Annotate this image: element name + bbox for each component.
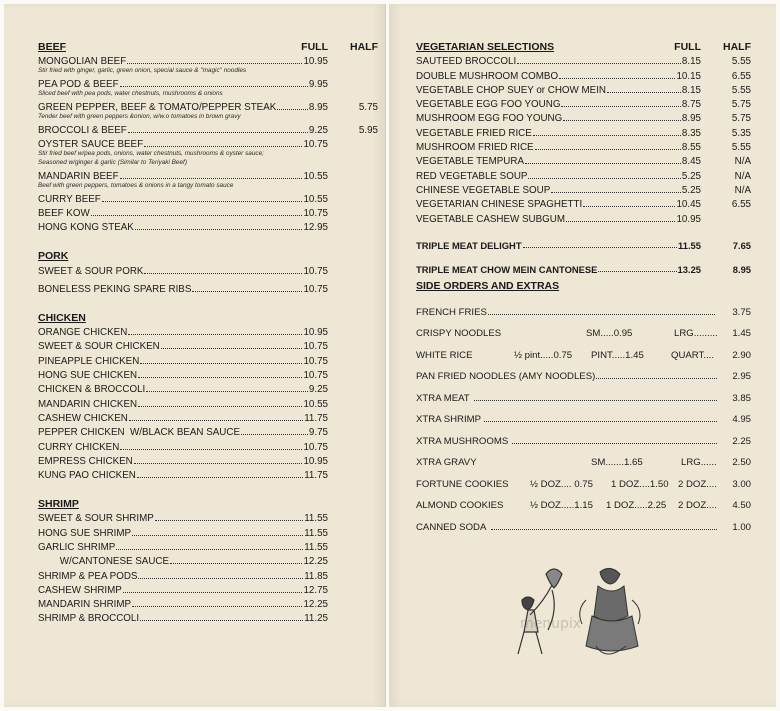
item-description: Stir fried with ginger, garlic, green onion, special sauce & "magic" noodles bbox=[38, 67, 247, 75]
dot-leader bbox=[116, 549, 303, 550]
side-option: SM.....0.95 bbox=[586, 328, 633, 340]
side-name: WHITE RICE bbox=[416, 349, 473, 361]
item-price-half: 6.55 bbox=[731, 199, 751, 211]
menu-item bbox=[416, 82, 751, 96]
item-name: VEGETABLE TEMPURA bbox=[416, 156, 524, 168]
item-price-half: N/A bbox=[734, 170, 751, 182]
menu-item bbox=[38, 610, 378, 624]
side-name: ALMOND COOKIES bbox=[416, 500, 504, 512]
side-row bbox=[416, 299, 751, 321]
dot-leader bbox=[140, 620, 303, 621]
side-row bbox=[416, 342, 751, 364]
item-price-full: 8.95 bbox=[681, 113, 701, 125]
side-name: CANNED SODA bbox=[416, 521, 487, 533]
item-price-full: 9.25 bbox=[308, 124, 328, 136]
item-price-full: 10.45 bbox=[676, 199, 701, 211]
item-name: SHRIMP & PEA PODS bbox=[38, 570, 138, 582]
dot-leader bbox=[551, 192, 681, 193]
item-price-full: 8.95 bbox=[308, 102, 328, 114]
dot-leader bbox=[144, 273, 302, 274]
side-option: SM.......1.65 bbox=[591, 457, 643, 469]
menu-item bbox=[416, 167, 751, 181]
item-price-full: 5.25 bbox=[681, 184, 701, 196]
menu-item bbox=[38, 324, 378, 338]
menu-item bbox=[38, 205, 378, 219]
menu-item bbox=[416, 139, 751, 153]
dot-leader bbox=[146, 391, 308, 392]
side-row bbox=[416, 364, 751, 386]
dancers-illustration bbox=[500, 560, 650, 670]
menu-item bbox=[416, 67, 751, 81]
item-price-full: 10.75 bbox=[303, 355, 328, 367]
side-row bbox=[416, 321, 751, 343]
item-name: MONGOLIAN BEEF bbox=[38, 56, 127, 68]
dot-leader bbox=[607, 92, 681, 93]
side-price: 3.75 bbox=[732, 306, 751, 318]
item-name: SHRIMP & BROCCOLI bbox=[38, 613, 140, 625]
item-price-full: 8.75 bbox=[681, 99, 701, 111]
side-price: 3.85 bbox=[732, 392, 751, 404]
menu-item bbox=[38, 424, 378, 438]
item-price-half: 5.95 bbox=[358, 124, 378, 136]
item-price-full: 11.55 bbox=[304, 527, 328, 539]
menu-item bbox=[38, 539, 378, 553]
item-price-full: 11.55 bbox=[304, 513, 328, 525]
dot-leader bbox=[155, 520, 303, 521]
menu-item bbox=[416, 110, 751, 124]
item-name: CURRY CHICKEN bbox=[38, 441, 120, 453]
item-price-full: 8.15 bbox=[681, 56, 701, 68]
dot-leader bbox=[563, 120, 681, 121]
item-price-full: 10.75 bbox=[303, 139, 328, 151]
side-price: 2.50 bbox=[732, 457, 751, 469]
shrimp-header bbox=[38, 497, 378, 510]
dot-leader bbox=[523, 247, 677, 248]
menu-item bbox=[38, 410, 378, 424]
dot-leader bbox=[129, 420, 303, 421]
beef-header bbox=[38, 40, 378, 53]
item-price-half: 5.55 bbox=[731, 142, 751, 154]
item-price-full: 10.55 bbox=[303, 193, 328, 205]
menu-item bbox=[38, 438, 378, 452]
item-name: HONG SUE SHRIMP bbox=[38, 527, 132, 539]
menu-item bbox=[38, 524, 378, 538]
item-price-full: 10.95 bbox=[303, 327, 328, 339]
vegetarian-header bbox=[416, 40, 751, 53]
item-price-full: 11.75 bbox=[304, 470, 328, 482]
item-name: DOUBLE MUSHROOM COMBO bbox=[416, 70, 559, 82]
item-price-full: 10.75 bbox=[303, 283, 328, 295]
side-row bbox=[416, 493, 751, 515]
item-name: TRIPLE MEAT DELIGHT bbox=[416, 239, 522, 251]
chicken-header bbox=[38, 311, 378, 324]
pork-title: PORK bbox=[38, 250, 69, 263]
menu-item bbox=[38, 582, 378, 596]
side-price: 2.95 bbox=[732, 371, 751, 383]
item-price-full: 11.55 bbox=[678, 239, 701, 251]
side-name: FRENCH FRIES bbox=[416, 306, 487, 318]
menu-item bbox=[416, 124, 751, 138]
dot-leader bbox=[241, 434, 308, 435]
menu-item bbox=[416, 96, 751, 110]
item-price-half: 5.55 bbox=[731, 84, 751, 96]
side-option: LRG...... bbox=[681, 457, 717, 469]
menu-item bbox=[416, 182, 751, 196]
item-price-full: 10.75 bbox=[303, 370, 328, 382]
item-name: KUNG PAO CHICKEN bbox=[38, 470, 136, 482]
dot-leader bbox=[135, 229, 303, 230]
menu-item bbox=[416, 261, 751, 275]
side-row bbox=[416, 385, 751, 407]
item-price-full: 13.25 bbox=[677, 264, 701, 276]
shrimp-title: SHRIMP bbox=[38, 498, 79, 511]
item-name: VEGETABLE CASHEW SUBGUM bbox=[416, 213, 565, 225]
menu-item bbox=[38, 395, 378, 409]
sides-header bbox=[416, 279, 751, 292]
item-description: Sliced beef with pea pods, water chestnuts, mushrooms & onions bbox=[38, 90, 223, 98]
menu-item bbox=[38, 53, 378, 67]
menu-item bbox=[416, 237, 751, 251]
dot-leader bbox=[559, 78, 675, 79]
item-name: CURRY BEEF bbox=[38, 193, 101, 205]
item-price-half: 5.75 bbox=[731, 113, 751, 125]
menu-item bbox=[38, 122, 378, 136]
item-name: TRIPLE MEAT CHOW MEIN CANTONESE bbox=[416, 264, 598, 276]
item-price-full: 10.75 bbox=[303, 341, 328, 353]
menu-item bbox=[416, 196, 751, 210]
item-name: ORANGE CHICKEN bbox=[38, 327, 128, 339]
sides-title: SIDE ORDERS AND EXTRAS bbox=[416, 280, 560, 293]
side-price: 2.25 bbox=[732, 435, 751, 447]
dot-leader bbox=[134, 463, 303, 464]
item-price-full: 10.75 bbox=[303, 207, 328, 219]
side-option: 2 DOZ.... bbox=[678, 500, 717, 512]
item-price-full: 12.25 bbox=[303, 556, 328, 568]
dot-leader bbox=[144, 146, 302, 147]
item-price-full: 8.55 bbox=[681, 142, 701, 154]
item-price-half: 5.55 bbox=[731, 56, 751, 68]
half-header: HALF bbox=[350, 41, 378, 53]
dot-leader bbox=[138, 377, 302, 378]
item-name: OYSTER SAUCE BEEF bbox=[38, 139, 144, 151]
dot-leader bbox=[277, 109, 308, 110]
side-name: XTRA SHRIMP bbox=[416, 414, 482, 426]
vegetarian-title: VEGETARIAN SELECTIONS bbox=[416, 41, 555, 53]
item-price-full: 5.25 bbox=[681, 170, 701, 182]
side-row bbox=[416, 471, 751, 493]
side-price: 4.95 bbox=[732, 414, 751, 426]
dot-leader bbox=[91, 215, 303, 216]
menu-item bbox=[38, 567, 378, 581]
item-name: GREEN PEPPER, BEEF & TOMATO/PEPPER STEAK bbox=[38, 102, 277, 114]
left-column bbox=[38, 40, 378, 624]
item-name: HONG KONG STEAK bbox=[38, 222, 134, 234]
side-row bbox=[416, 428, 751, 450]
beef-title: BEEF bbox=[38, 41, 67, 53]
menu-item bbox=[38, 381, 378, 395]
shrimp-list bbox=[38, 510, 378, 624]
item-price-half: 5.75 bbox=[358, 102, 378, 114]
menu-item bbox=[38, 190, 378, 204]
item-description: Beef with green peppers, tomatoes & onions in a tangy tomato sauce bbox=[38, 181, 234, 189]
item-name: GARLIC SHRIMP bbox=[38, 541, 116, 553]
item-price-half: N/A bbox=[734, 156, 751, 168]
item-price-half: N/A bbox=[734, 184, 751, 196]
item-price-full: 12.95 bbox=[303, 222, 328, 234]
item-price-half: 5.35 bbox=[731, 127, 751, 139]
right-column bbox=[416, 40, 751, 536]
dot-leader bbox=[127, 63, 302, 64]
item-price-full: 12.75 bbox=[303, 584, 328, 596]
dot-leader bbox=[517, 63, 681, 64]
menu-item bbox=[416, 210, 751, 224]
side-option: 1 DOZ.....2.25 bbox=[606, 500, 667, 512]
item-name: SWEET & SOUR CHICKEN bbox=[38, 341, 160, 353]
item-price-full: 8.45 bbox=[681, 156, 701, 168]
side-price: 2.90 bbox=[732, 349, 751, 361]
item-price-full: 9.75 bbox=[308, 427, 328, 439]
dot-leader bbox=[138, 406, 302, 407]
menu-item bbox=[38, 262, 378, 276]
specials-list bbox=[416, 237, 751, 276]
dot-leader bbox=[128, 132, 308, 133]
pork-header bbox=[38, 249, 378, 262]
full-header: FULL bbox=[674, 41, 701, 53]
side-option: ½ DOZ.... 0.75 bbox=[530, 478, 593, 490]
dot-leader bbox=[132, 535, 303, 536]
item-name: W/CANTONESE SAUCE bbox=[38, 556, 170, 568]
beef-list bbox=[38, 53, 378, 233]
item-name: VEGETABLE EGG FOO YOUNG bbox=[416, 99, 561, 111]
item-price-full: 9.25 bbox=[308, 384, 328, 396]
dot-leader bbox=[561, 106, 680, 107]
item-name: PEA POD & BEEF bbox=[38, 79, 119, 91]
item-name: EMPRESS CHICKEN bbox=[38, 455, 133, 467]
chicken-list bbox=[38, 324, 378, 481]
item-description: Stir fried beef w/pea pods, onions, water chestnuts, mushrooms & oyster sauce; bbox=[38, 150, 264, 158]
item-name: BROCCOLI & BEEF bbox=[38, 124, 127, 136]
item-name: SWEET & SOUR PORK bbox=[38, 265, 144, 277]
item-name: PEPPER CHICKEN W/BLACK BEAN SAUCE bbox=[38, 427, 240, 439]
menu-item bbox=[38, 281, 378, 295]
menu-item bbox=[38, 553, 378, 567]
dot-leader bbox=[120, 449, 302, 450]
dot-leader bbox=[170, 563, 302, 564]
item-name: CASHEW SHRIMP bbox=[38, 584, 122, 596]
menu-item bbox=[38, 219, 378, 233]
item-price-full: 8.15 bbox=[681, 84, 701, 96]
pork-list bbox=[38, 262, 378, 295]
side-name: XTRA MEAT bbox=[416, 392, 470, 404]
half-header: HALF bbox=[723, 41, 751, 53]
side-name: CRISPY NOODLES bbox=[416, 328, 502, 340]
item-name: VEGETABLE CHOP SUEY or CHOW MEIN bbox=[416, 84, 606, 96]
item-price-half: 6.55 bbox=[731, 70, 751, 82]
dot-leader bbox=[192, 291, 302, 292]
side-option: PINT.....1.45 bbox=[591, 349, 644, 361]
menu-item bbox=[38, 467, 378, 481]
item-name: CASHEW CHICKEN bbox=[38, 412, 128, 424]
item-name: SAUTEED BROCCOLI bbox=[416, 56, 517, 68]
menu-item bbox=[38, 167, 378, 181]
dot-leader bbox=[137, 477, 303, 478]
item-price-full: 11.75 bbox=[304, 412, 328, 424]
item-price-full: 10.15 bbox=[676, 70, 701, 82]
vegetarian-list bbox=[416, 53, 751, 225]
item-price-half: 5.75 bbox=[731, 99, 751, 111]
side-price: 1.00 bbox=[732, 521, 751, 533]
item-name: BONELESS PEKING SPARE RIBS bbox=[38, 283, 192, 295]
side-option: 2 DOZ.... bbox=[678, 478, 717, 490]
item-price-half: 7.65 bbox=[732, 239, 751, 251]
menu-item bbox=[416, 153, 751, 167]
side-name: XTRA GRAVY bbox=[416, 457, 477, 469]
menu-item bbox=[38, 596, 378, 610]
watermark-text: menupix bbox=[520, 616, 582, 632]
item-price-full: 8.35 bbox=[681, 127, 701, 139]
dot-leader bbox=[140, 363, 302, 364]
item-price-full: 10.75 bbox=[303, 441, 328, 453]
item-name: MANDARIN CHICKEN bbox=[38, 398, 138, 410]
side-option: QUART.... bbox=[671, 349, 715, 361]
side-name: FORTUNE COOKIES bbox=[416, 478, 509, 490]
item-price-full: 10.95 bbox=[303, 56, 328, 68]
item-price-full: 10.55 bbox=[303, 398, 328, 410]
side-price: 3.00 bbox=[732, 478, 751, 490]
item-name: RED VEGETABLE SOUP bbox=[416, 170, 528, 182]
item-name: SWEET & SOUR SHRIMP bbox=[38, 513, 154, 525]
item-name: MUSHROOM EGG FOO YOUNG bbox=[416, 113, 563, 125]
side-option: ½ DOZ.....1.15 bbox=[530, 500, 593, 512]
dot-leader bbox=[138, 578, 303, 579]
item-price-full: 10.95 bbox=[303, 455, 328, 467]
item-price-full: 10.75 bbox=[303, 265, 328, 277]
dot-leader bbox=[123, 592, 303, 593]
side-row bbox=[416, 514, 751, 536]
item-price-full: 11.55 bbox=[304, 541, 328, 553]
item-name: MANDARIN SHRIMP bbox=[38, 599, 132, 611]
side-price: 1.45 bbox=[732, 328, 751, 340]
item-name: BEEF KOW bbox=[38, 207, 90, 219]
dot-leader bbox=[583, 206, 675, 207]
menu-item bbox=[416, 53, 751, 67]
item-name: MANDARIN BEEF bbox=[38, 170, 119, 182]
item-name: HONG SUE CHICKEN bbox=[38, 370, 138, 382]
item-price-full: 12.25 bbox=[303, 599, 328, 611]
item-description: Tender beef with green peppers &onion, w/w.o tomatoes in brown gravy bbox=[38, 113, 241, 121]
side-option: LRG......... bbox=[674, 328, 718, 340]
dot-leader bbox=[598, 271, 676, 272]
side-option: ½ pint.....0.75 bbox=[514, 349, 573, 361]
item-price-half: 8.95 bbox=[732, 264, 751, 276]
menu-item bbox=[38, 367, 378, 381]
item-price-full: 10.95 bbox=[676, 213, 701, 225]
menu-item bbox=[38, 76, 378, 90]
item-name: MUSHROOM FRIED RICE bbox=[416, 142, 534, 154]
dot-leader bbox=[161, 348, 303, 349]
side-option: 1 DOZ....1.50 bbox=[611, 478, 669, 490]
item-price-full: 10.55 bbox=[303, 170, 328, 182]
dot-leader bbox=[535, 149, 681, 150]
item-price-full: 9.95 bbox=[308, 79, 328, 91]
menu-item bbox=[38, 136, 378, 150]
dot-leader bbox=[120, 86, 308, 87]
chicken-title: CHICKEN bbox=[38, 311, 86, 324]
menu-item bbox=[38, 338, 378, 352]
dot-leader bbox=[120, 178, 303, 179]
side-row bbox=[416, 407, 751, 429]
item-name: VEGETABLE FRIED RICE bbox=[416, 127, 532, 139]
menu-item bbox=[38, 510, 378, 524]
item-name: PINEAPPLE CHICKEN bbox=[38, 355, 140, 367]
item-price-full: 11.85 bbox=[304, 570, 328, 582]
item-price-full: 11.25 bbox=[304, 613, 328, 625]
dot-leader bbox=[533, 135, 681, 136]
dot-leader bbox=[528, 178, 680, 179]
item-name: CHINESE VEGETABLE SOUP bbox=[416, 184, 551, 196]
menu-item bbox=[38, 453, 378, 467]
dot-leader bbox=[128, 334, 302, 335]
item-description: Seasoned w/ginger & garlic (Similar to Teriyaki Beef) bbox=[38, 158, 187, 166]
dot-leader bbox=[566, 221, 675, 222]
side-row bbox=[416, 450, 751, 472]
full-header: FULL bbox=[301, 41, 328, 53]
side-price: 4.50 bbox=[732, 500, 751, 512]
dot-leader bbox=[102, 201, 303, 202]
menu-item bbox=[38, 99, 378, 113]
dot-leader bbox=[525, 163, 681, 164]
item-name: VEGETARIAN CHINESE SPAGHETTI bbox=[416, 199, 583, 211]
side-name: XTRA MUSHROOMS bbox=[416, 435, 509, 447]
dot-leader bbox=[132, 606, 302, 607]
menu-item bbox=[38, 352, 378, 366]
item-name: CHICKEN & BROCCOLI bbox=[38, 384, 146, 396]
side-name: PAN FRIED NOODLES (AMY NOODLES) bbox=[416, 371, 596, 383]
